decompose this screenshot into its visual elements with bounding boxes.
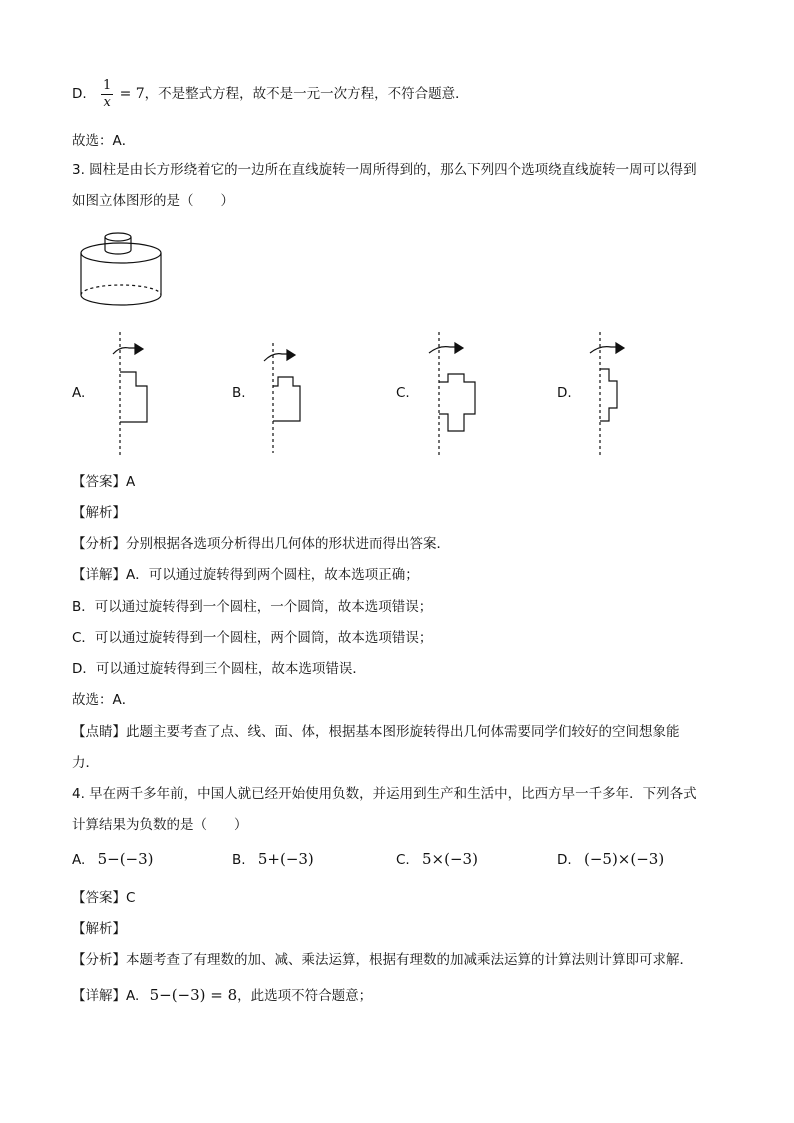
q4-stem-line1: 4. 早在两千多年前，中国人就已经开始使用负数，并运用到生产和生活中，比西方早一千多年．下列各式 [72, 786, 697, 802]
q3-xiangjie-b: B．可以通过旋转得到一个圆柱，一个圆筒，故本选项错误； [72, 599, 433, 615]
fraction [101, 78, 113, 111]
q4-option-c-expr: 5×(−3) [422, 850, 478, 868]
q4-xiangjie-prefix: 【详解】A. [72, 988, 140, 1004]
q3-xiangjie-d: D．可以通过旋转得到三个圆柱，故本选项错误． [72, 661, 366, 677]
option-b-figure [258, 343, 318, 468]
q3-fenxi: 【分析】分别根据各选项分析得出几何体的形状进而得出答案． [72, 536, 450, 552]
q4-option-b [232, 850, 314, 868]
q3-conclusion: 故选：A． [72, 692, 136, 708]
solid-figure [76, 228, 176, 318]
equation-rhs: = 7 [119, 86, 145, 102]
q3-stem-line2: 如图立体图形的是（ ） [72, 193, 234, 209]
option-a-figure [105, 332, 165, 457]
q4-xiangjie [72, 985, 372, 1006]
q4-analysis-head: 【解析】 [72, 921, 126, 937]
q4-option-a [72, 850, 154, 868]
q4-option-b-label: B. [232, 852, 246, 868]
q4-answer: 【答案】C [72, 890, 136, 906]
q4-option-a-expr: 5−(−3) [97, 850, 154, 868]
q3-option-c-label: C. [396, 385, 410, 401]
prev-option-d [72, 76, 469, 112]
q4-option-a-label: A. [72, 852, 86, 868]
prev-option-d-label: D. [72, 86, 87, 102]
q3-answer: 【答案】A [72, 474, 136, 490]
q3-analysis-head: 【解析】 [72, 505, 126, 521]
fraction-denominator: x [103, 94, 111, 110]
prev-option-d-text: ，不是整式方程，故不是一元一次方程，不符合题意． [144, 86, 469, 102]
q3-dianjing-line2: 力． [72, 755, 99, 771]
option-c-figure [424, 332, 484, 457]
q4-xiangjie-text: ，此选项不符合题意； [237, 988, 373, 1004]
q4-option-d [557, 850, 664, 868]
q4-option-d-expr: (−5)×(−3) [583, 850, 665, 868]
prev-answer-line: 故选：A． [72, 133, 136, 149]
fraction-numerator: 1 [102, 77, 112, 93]
q4-option-c [396, 850, 478, 868]
q4-option-c-label: C. [396, 852, 410, 868]
q3-stem-line1: 3. 圆柱是由长方形绕着它的一边所在直线旋转一周所得到的，那么下列四个选项绕直线旋转一周可以得到 [72, 162, 697, 178]
q3-xiangjie-a: 【详解】A．可以通过旋转得到两个圆柱，故本选项正确； [72, 567, 419, 583]
q4-option-b-expr: 5+(−3) [257, 850, 314, 868]
option-d-figure [585, 332, 645, 457]
q3-option-b-label: B. [232, 385, 246, 401]
q3-option-d-label: D. [557, 385, 572, 401]
q4-option-d-label: D. [557, 852, 572, 868]
q4-fenxi: 【分析】本题考查了有理数的加、减、乘法运算，根据有理数的加减乘法运算的计算法则计算即可求解． [72, 952, 693, 968]
q3-dianjing-line1: 【点睛】此题主要考查了点、线、面、体，根据基本图形旋转得出几何体需要同学们较好的空间想象能 [72, 724, 680, 740]
q4-stem-line2: 计算结果为负数的是（ ） [72, 817, 248, 833]
q3-xiangjie-c: C．可以通过旋转得到一个圆柱，两个圆筒，故本选项错误； [72, 630, 433, 646]
q3-option-a-label: A. [72, 385, 86, 401]
q4-xiangjie-expr: 5−(−3) = 8 [149, 986, 238, 1004]
